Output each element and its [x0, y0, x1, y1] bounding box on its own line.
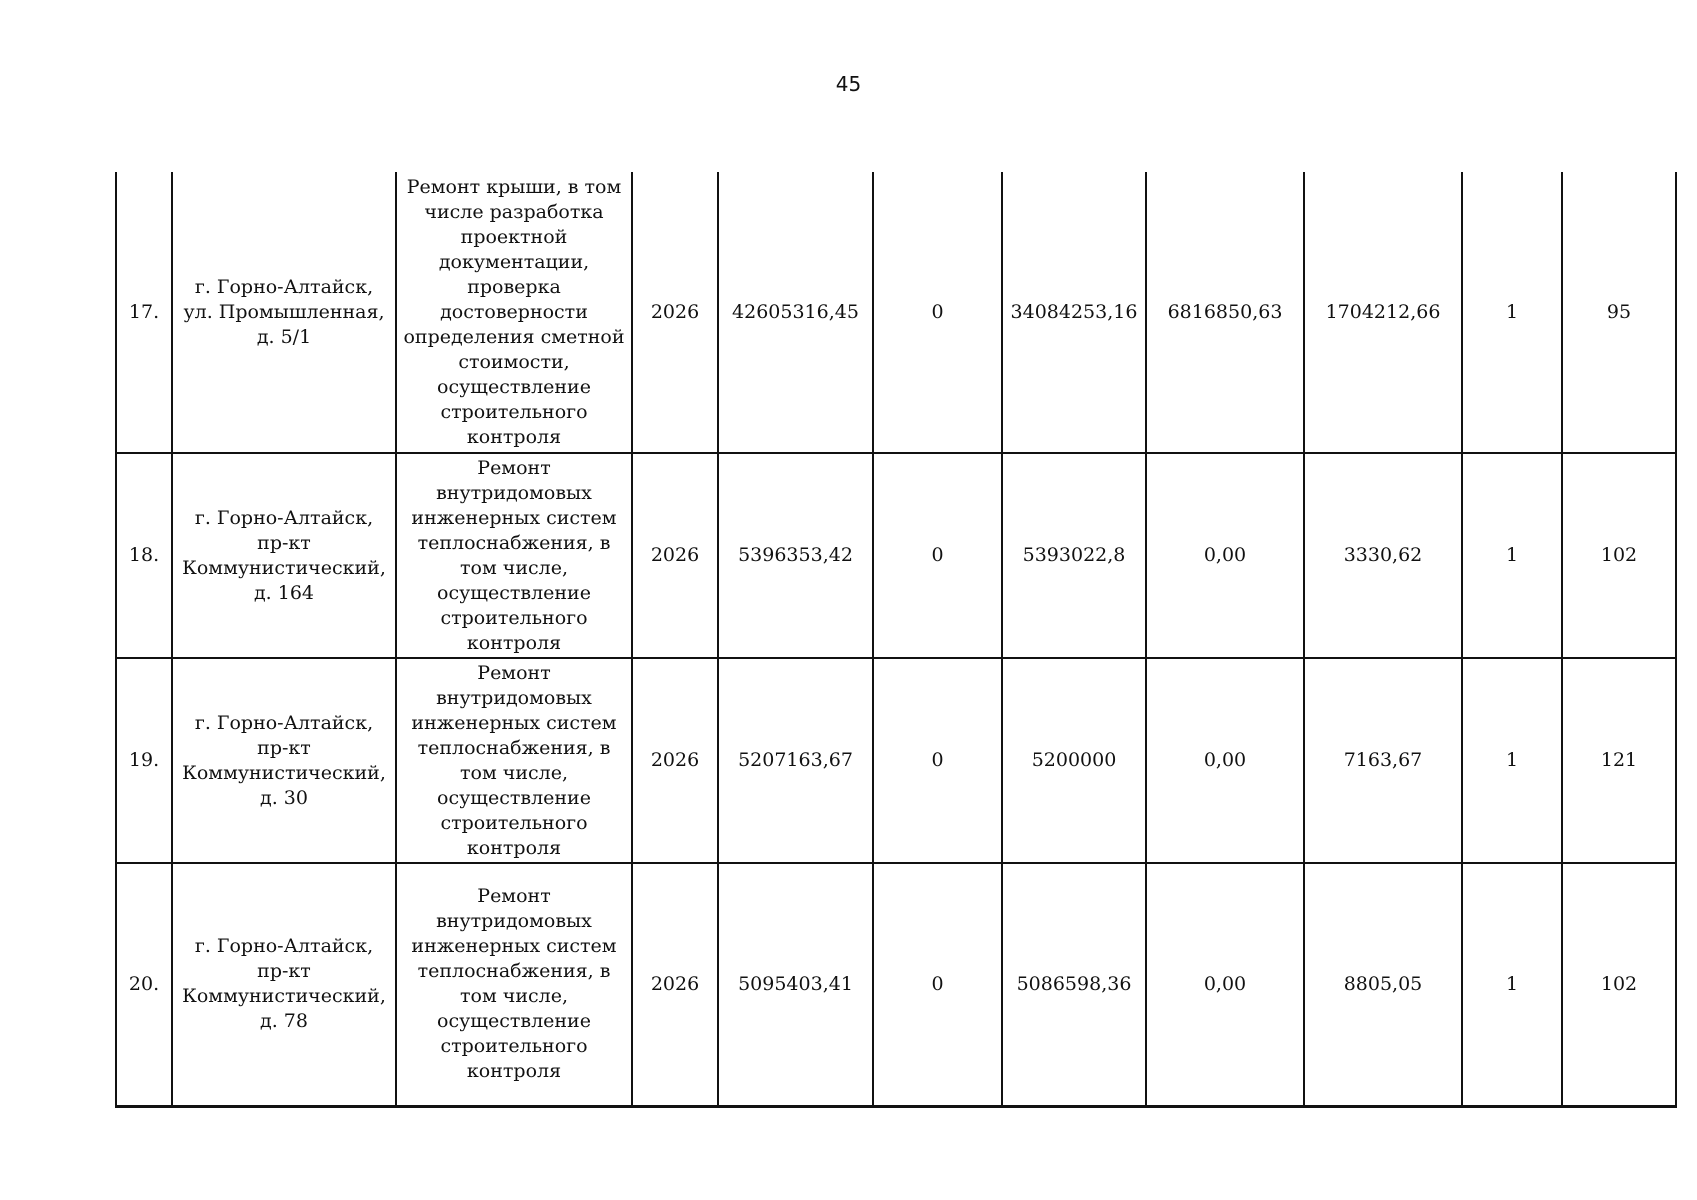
value-cell: 0 — [873, 658, 1002, 863]
row-number: 18. — [116, 453, 172, 658]
value-cell: 1704212,66 — [1304, 172, 1462, 453]
value-cell: 0,00 — [1146, 863, 1304, 1106]
table-row — [116, 658, 1676, 863]
work-type-cell: Ремонт внутридомовых инженерных систем теплоснабжения, в том числе, осуществление строительного контроля — [396, 658, 632, 863]
value-cell: 0 — [873, 453, 1002, 658]
value-cell: 0 — [873, 863, 1002, 1106]
repair-works-table — [115, 172, 1677, 1108]
total-cost-cell: 42605316,45 — [718, 172, 873, 453]
work-type-cell: Ремонт внутридомовых инженерных систем теплоснабжения, в том числе, осуществление строительного контроля — [396, 453, 632, 658]
value-cell: 34084253,16 — [1002, 172, 1146, 453]
year-cell: 2026 — [632, 172, 718, 453]
work-type-cell: Ремонт внутридомовых инженерных систем теплоснабжения, в том числе, осуществление строительного контроля — [396, 863, 632, 1106]
value-cell: 8805,05 — [1304, 863, 1462, 1106]
value-cell: 102 — [1562, 863, 1676, 1106]
total-cost-cell: 5396353,42 — [718, 453, 873, 658]
value-cell: 121 — [1562, 658, 1676, 863]
value-cell: 0,00 — [1146, 453, 1304, 658]
year-cell: 2026 — [632, 658, 718, 863]
value-cell: 5393022,8 — [1002, 453, 1146, 658]
address-cell: г. Горно-Алтайск, пр-кт Коммунистический, д. 30 — [172, 658, 396, 863]
value-cell: 1 — [1462, 453, 1562, 658]
total-cost-cell: 5207163,67 — [718, 658, 873, 863]
row-number: 17. — [116, 172, 172, 453]
row-number: 20. — [116, 863, 172, 1106]
table-row — [116, 172, 1676, 453]
value-cell: 7163,67 — [1304, 658, 1462, 863]
page-number: 45 — [835, 72, 862, 96]
value-cell: 95 — [1562, 172, 1676, 453]
address-cell: г. Горно-Алтайск, пр-кт Коммунистический, д. 164 — [172, 453, 396, 658]
value-cell: 5086598,36 — [1002, 863, 1146, 1106]
value-cell: 5200000 — [1002, 658, 1146, 863]
address-cell: г. Горно-Алтайск, пр-кт Коммунистический, д. 78 — [172, 863, 396, 1106]
table-row — [116, 453, 1676, 658]
value-cell: 0 — [873, 172, 1002, 453]
row-number: 19. — [116, 658, 172, 863]
value-cell: 1 — [1462, 863, 1562, 1106]
year-cell: 2026 — [632, 863, 718, 1106]
address-cell: г. Горно-Алтайск, ул. Промышленная, д. 5/1 — [172, 172, 396, 453]
value-cell: 6816850,63 — [1146, 172, 1304, 453]
value-cell: 3330,62 — [1304, 453, 1462, 658]
value-cell: 1 — [1462, 658, 1562, 863]
value-cell: 102 — [1562, 453, 1676, 658]
work-type-cell: Ремонт крыши, в том числе разработка проектной документации, проверка достоверности определения сметной стоимости, осуществление строительного контроля — [396, 172, 632, 453]
value-cell: 0,00 — [1146, 658, 1304, 863]
total-cost-cell: 5095403,41 — [718, 863, 873, 1106]
year-cell: 2026 — [632, 453, 718, 658]
table-row — [116, 863, 1676, 1106]
value-cell: 1 — [1462, 172, 1562, 453]
